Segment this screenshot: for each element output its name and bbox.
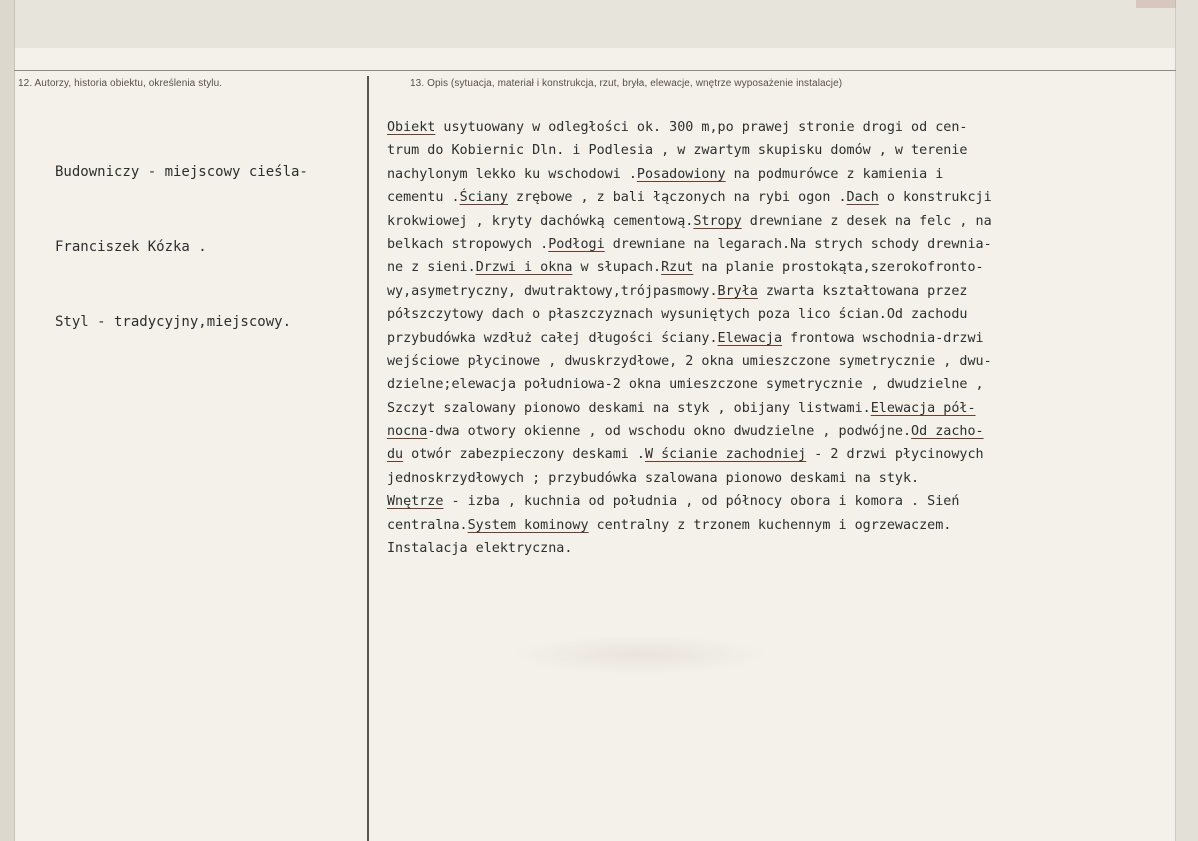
text-run: trum do Kobiernic Dln. i Podlesia , w zwartym skupisku domów , w terenie: [387, 143, 968, 159]
description-line: [387, 280, 1167, 303]
text-run: centralny z trzonem kuchennym i ogrzewaczem.: [588, 517, 952, 533]
description-line: [387, 327, 1167, 350]
text-run: na podmurówce z kamienia i: [725, 166, 944, 182]
heading-system-kominowy: System kominowy: [467, 517, 589, 533]
heading-w-scianie-zachodniej: W ścianie zachodniej: [644, 447, 807, 463]
text-run: centralna.: [387, 517, 468, 533]
corner-mark: [1136, 0, 1176, 8]
text-run: - 2 drzwi płycinowych: [806, 447, 984, 463]
header-rule: [14, 70, 1176, 71]
heading-od-zachodu: Od zacho-: [911, 424, 984, 440]
heading-dach: Dach: [846, 190, 879, 206]
description-line: [387, 116, 1167, 139]
description-line: [387, 443, 1167, 466]
description-line: [387, 490, 1167, 513]
heading-stropy: Stropy: [693, 213, 742, 229]
text-run: cementu .: [387, 190, 460, 206]
text-run: dzielne;elewacja południowa-2 okna umieszczone symetrycznie , dwudzielne ,: [387, 377, 984, 393]
heading-bryla: Bryła: [717, 283, 758, 299]
text-run: o konstrukcji: [878, 190, 992, 206]
text-run: - izba , kuchnia od południa , od północy obora i komora . Sień: [443, 494, 960, 510]
text-run: nachylonym lekko ku wschodowi .: [387, 166, 637, 182]
description-line: [387, 303, 1167, 326]
left-edge: [0, 0, 15, 841]
column-divider: [367, 76, 369, 841]
text-run: otwór zabezpieczony deskami .: [403, 447, 645, 463]
text-run: wejściowe płycinowe , dwuskrzydłowe, 2 okna umieszczone symetrycznie , dwu-: [387, 353, 992, 369]
style-line: Styl - tradycyjny,miejscowy.: [55, 314, 292, 330]
heading-posadowiony: Posadowiony: [636, 166, 726, 182]
description-line: [387, 537, 1167, 560]
description-line: [387, 163, 1167, 186]
heading-podlogi: Podłogi: [548, 236, 605, 252]
heading-rzut: Rzut: [661, 260, 694, 276]
description-line: [387, 210, 1167, 233]
text-run: frontowa wschodnia-drzwi: [782, 330, 984, 346]
right-edge: [1175, 0, 1198, 841]
text-run: zrębowe , z bali łączonych na rybi ogon .: [507, 190, 847, 206]
description-line: [387, 186, 1167, 209]
description-line: [387, 373, 1167, 396]
heading-drzwi-i-okna: Drzwi i okna: [475, 260, 573, 276]
text-run: ne z sieni.: [387, 260, 476, 276]
paper-stain: [510, 635, 770, 675]
description-line: [387, 256, 1167, 279]
heading-sciany: Ściany: [459, 190, 508, 206]
description-line: [387, 139, 1167, 162]
description-line: [387, 233, 1167, 256]
text-run: krokwiowej , kryty dachówką cementową.: [387, 213, 694, 229]
heading-elewacja-polnocna-cont: nocna: [387, 424, 428, 440]
description-line: [387, 467, 1167, 490]
builder-name-line: Franciszek Kózka .: [55, 239, 207, 255]
authors-style-text: [55, 110, 308, 385]
text-run: belkach stropowych .: [387, 236, 549, 252]
text-run: jednoskrzydłowych ; przybudówka szalowana pionowo deskami na styk.: [387, 470, 920, 486]
text-run: Instalacja elektryczna.: [387, 541, 573, 557]
description-text: [387, 116, 1167, 560]
top-band: [0, 0, 1198, 48]
description-line: [387, 514, 1167, 537]
text-run: przybudówka wzdłuż całej długości ściany.: [387, 330, 718, 346]
text-run: Szczyt szalowany pionowo deskami na styk , obijany listwami.: [387, 400, 871, 416]
text-run: drewniane z desek na felc , na: [741, 213, 992, 229]
text-run: w słupach.: [572, 260, 662, 276]
text-run: półszczytowy dach o płaszczyznach wysuniętych poza lico ścian.Od zachodu: [387, 307, 968, 323]
description-line: [387, 420, 1167, 443]
text-run: wy,asymetryczny, dwutraktowy,trójpasmowy.: [387, 283, 718, 299]
text-run: -dwa otwory okienne , od wschodu okno dwudzielne , podwójne.: [427, 424, 912, 440]
text-run: usytuowany w odległości ok. 300 m,po prawej stronie drogi od cen-: [435, 120, 968, 135]
builder-line: Budowniczy - miejscowy cieśla-: [55, 164, 308, 180]
heading-obiekt: Obiekt: [387, 120, 436, 135]
text-run: drewniane na legarach.Na strych schody drewnia-: [604, 236, 992, 252]
heading-elewacja-polnocna: Elewacja pół-: [870, 400, 976, 416]
field-header-description: 13. Opis (sytuacja, materiał i konstrukcja, rzut, bryła, elewacje, wnętrze wyposażenie instalacje): [410, 78, 843, 89]
text-run: zwarta kształtowana przez: [757, 283, 968, 299]
description-line: [387, 397, 1167, 420]
heading-od-zachodu-cont: du: [387, 447, 404, 463]
heading-elewacja: Elewacja: [717, 330, 783, 346]
heading-wnetrze: Wnętrze: [387, 494, 444, 510]
field-header-authors: 12. Autorzy, historia obiektu, określenia stylu.: [18, 78, 223, 89]
description-line: [387, 350, 1167, 373]
text-run: na planie prostokąta,szerokofronto-: [693, 260, 984, 276]
